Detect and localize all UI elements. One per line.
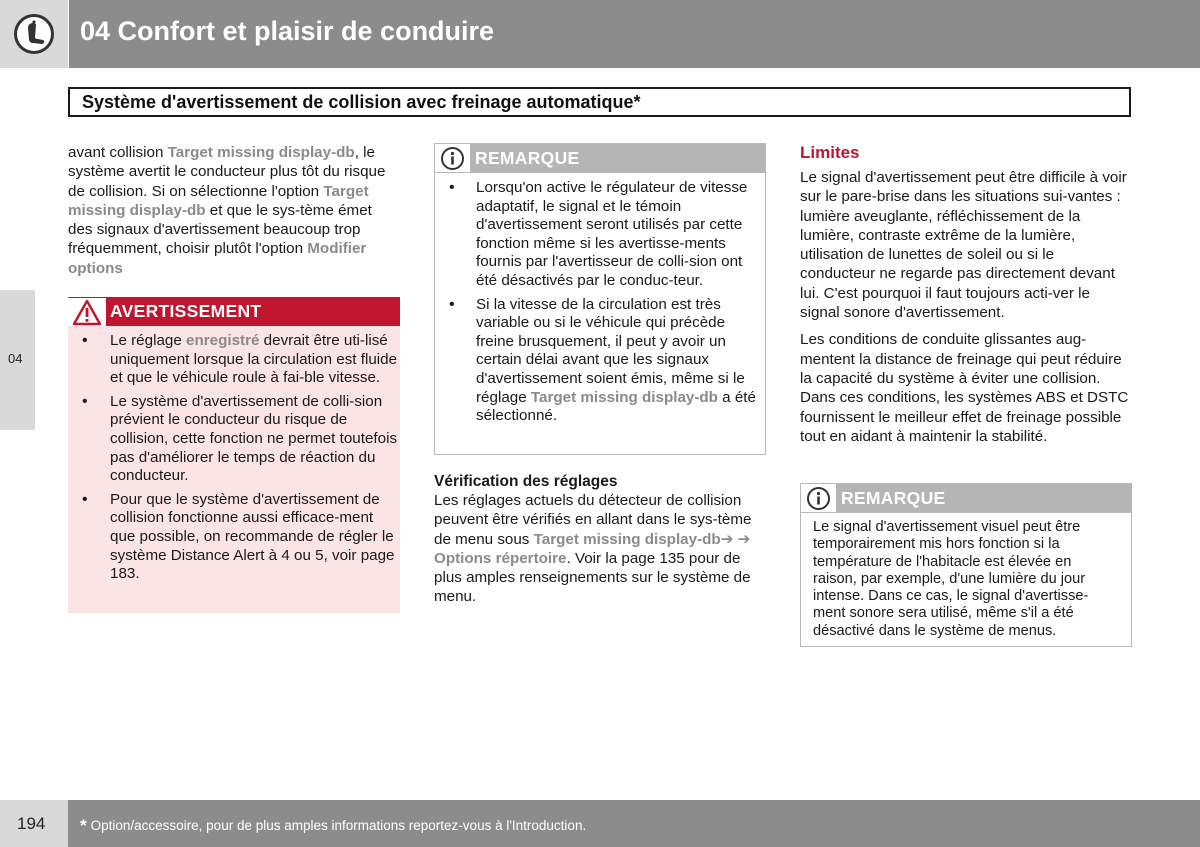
chapter-side-tab — [0, 290, 35, 430]
text-run: Lorsqu'on active le régulateur de vitesse adaptatif, le signal et le témoin d'avertissement seront utilisés par cette fonction même si les avertisse-ments fournis par l'avertisseur de colli-sion ont été désactivés par le conduc-teur. — [476, 179, 748, 289]
text-run: Si la vitesse de la circulation est très variable ou si le véhicule qui précède freine brusquement, il peut y avoir un certain délai avant que les signaux d'avertissement soient émis, même si le réglage — [476, 295, 745, 406]
footnote-asterisk: * — [80, 816, 87, 835]
text-run: avant collision — [68, 144, 168, 161]
chapter-tab-label: 04 — [8, 351, 23, 366]
note-title-2: REMARQUE — [841, 488, 946, 508]
verification-section — [434, 473, 766, 607]
limits-paragraph-2: Les conditions de conduite glissantes aug-mentent la distance de freinage qui peut réduire la capacité du système à éviter une collision. Dans ces conditions, les systèmes ABS et DSTC fournissent le meilleur effet de freinage possible tout en aidant à maintenir la stabilité. — [800, 331, 1129, 445]
warning-header — [68, 297, 400, 326]
limits-heading: Limites — [800, 143, 860, 162]
list-item — [68, 491, 400, 584]
note-list-1 — [435, 179, 765, 426]
note-title-1: REMARQUE — [475, 148, 580, 168]
info-icon — [801, 484, 836, 512]
list-item — [68, 332, 400, 388]
note-header-2 — [801, 484, 1131, 513]
text-run: Pour que le système d'avertissement de collision fonctionne aussi efficace-ment que possible, on recommande de régler le système Distance Alert à 4 ou 5, voir page 183. — [110, 490, 395, 583]
text-run: , le système avertit le conducteur plus tôt du risque de collision. Si on sélectionne l'option — [68, 144, 386, 200]
warning-title: AVERTISSEMENT — [110, 301, 262, 321]
highlighted-term: Target missing display-db — [68, 182, 369, 219]
page-number: 194 — [17, 814, 46, 833]
note-header-1 — [435, 144, 765, 173]
note-box-2 — [800, 483, 1132, 647]
warning-triangle-icon — [68, 297, 106, 326]
warning-list — [68, 332, 400, 584]
highlighted-term: ➔ ➔ — [720, 530, 751, 548]
verification-paragraph — [434, 491, 766, 607]
highlighted-term: enregistré — [186, 332, 260, 349]
note-text-2: Le signal d'avertissement visuel peut être temporairement mis hors fonction si la température de l'habitacle est élevée en raison, par exemple, d'une lumière du jour intense. Dans ce cas, le signal d'avertisse-ment sonore sera utilisé, même s'il a été désactivé dans le système de menus. — [813, 519, 1089, 639]
seat-icon — [14, 14, 54, 54]
highlighted-term: Target missing display-db — [530, 388, 718, 406]
text-run: Les réglages actuels du détecteur de collision peuvent être vérifiés en allant dans le sys-tème de menu sous — [434, 492, 752, 548]
highlighted-term: Options répertoire — [434, 549, 567, 567]
footer-page-box — [0, 800, 68, 847]
highlighted-term: Target missing display-db — [533, 530, 721, 548]
column-1 — [68, 143, 400, 278]
text-run: devrait être uti-lisé uniquement lorsque la circulation est fluide et que le véhicule roule à fai-ble vitesse. — [110, 332, 398, 387]
text-run: et que le sys-tème émet des signaux d'avertissement beaucoup trop fréquemment, choisir plutôt l'option — [68, 201, 372, 258]
section-title: Système d'avertissement de collision avec freinage automatique* — [82, 92, 641, 112]
info-icon — [435, 144, 470, 172]
intro-paragraph — [68, 143, 400, 278]
warning-box — [68, 297, 400, 613]
note-box-1 — [434, 143, 766, 455]
footnote — [80, 816, 586, 836]
highlighted-term: Target missing display-db — [167, 144, 355, 161]
chapter-title: 04 Confort et plaisir de conduire — [80, 16, 495, 46]
verification-heading: Vérification des réglages — [434, 473, 618, 490]
text-run: a été sélectionné. — [476, 388, 756, 425]
chapter-icon-box — [0, 0, 68, 68]
text-run: Le système d'avertissement de colli-sion prévient le conducteur du risque de collision, cette fonction ne permet toutefois pas d'améliorer le temps de réaction du conducteur. — [110, 392, 398, 485]
text-run: Le réglage — [110, 332, 186, 349]
highlighted-term: Modifier options — [68, 240, 367, 277]
list-item — [68, 393, 400, 486]
list-item — [435, 296, 765, 426]
column-3 — [800, 143, 1132, 446]
section-title-box — [68, 87, 1131, 117]
list-item — [435, 179, 765, 291]
text-run: . Voir la page 135 pour de plus amples renseignements sur le système de menu. — [434, 549, 751, 606]
footnote-text: Option/accessoire, pour de plus amples informations reportez-vous à l'Introduction. — [90, 818, 587, 833]
limits-paragraph-1: Le signal d'avertissement peut être difficile à voir sur le pare-brise dans les situations sui-vantes : lumière aveuglante, réfléchissement de la lumière, contraste extrême de la lumière, utilisation de lunettes de soleil ou si le conducteur ne regarde pas directement devant lui. C'est pourquoi il faut toujours acti-ver le signal sonore d'avertissement. — [800, 169, 1127, 322]
